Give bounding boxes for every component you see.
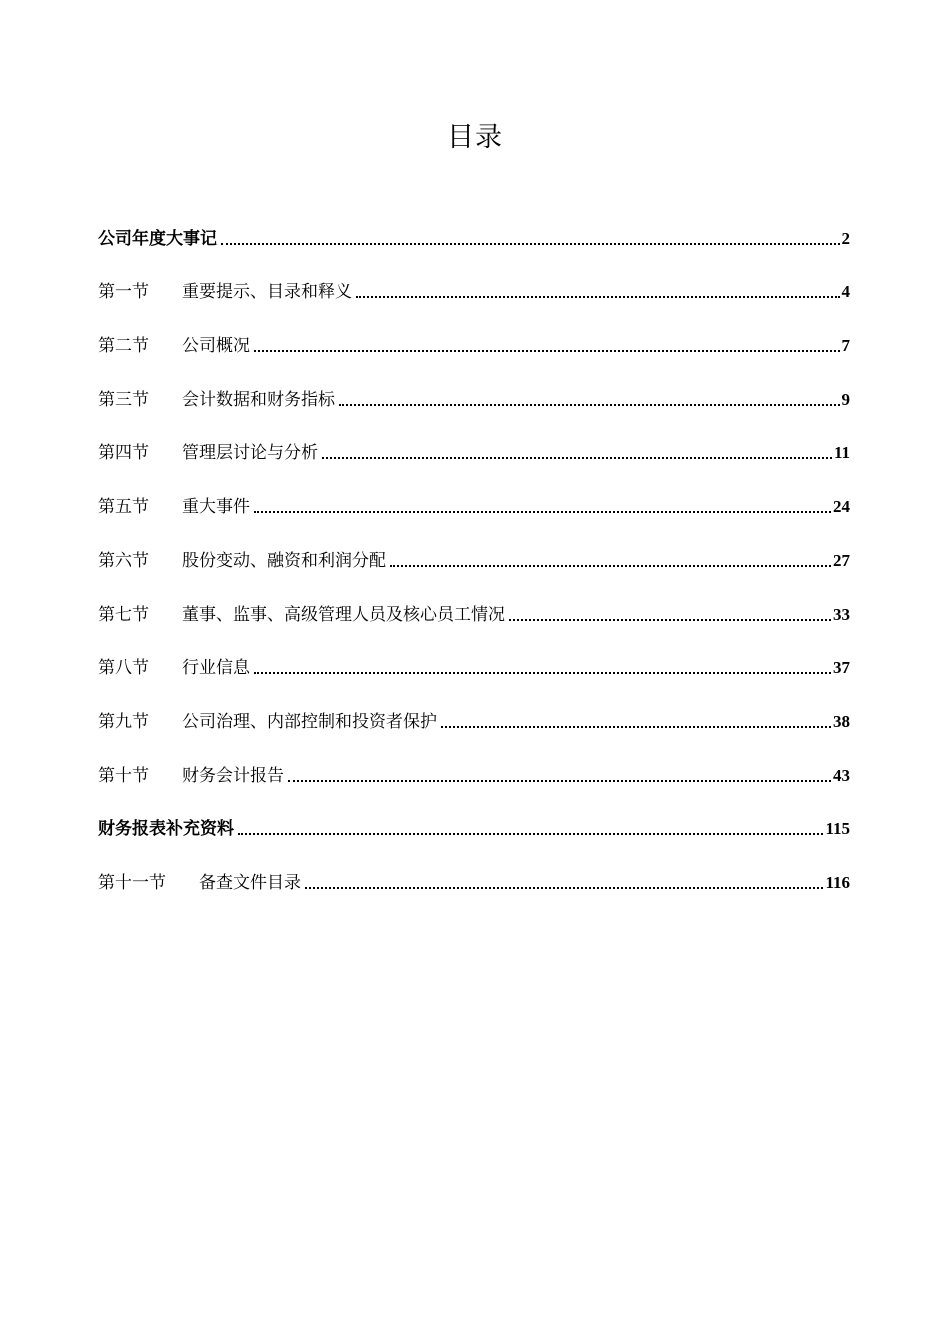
dot-leader [288, 780, 831, 782]
toc-entry[interactable] [98, 268, 850, 322]
toc-entry-label [98, 604, 505, 626]
toc-entry[interactable] [98, 482, 850, 536]
toc-section-title: 管理层讨论与分析 [182, 443, 318, 464]
toc-section-title: 财务报表补充资料 [98, 819, 234, 840]
toc-entry[interactable] [98, 644, 850, 698]
toc-entry[interactable] [98, 375, 850, 429]
table-of-contents [98, 214, 850, 912]
toc-page-number: 4 [841, 282, 850, 302]
toc-entry-label [98, 872, 301, 894]
toc-section-title: 公司年度大事记 [98, 228, 217, 249]
toc-section-title: 股份变动、融资和利润分配 [182, 550, 386, 571]
toc-page-number: 38 [833, 711, 850, 731]
toc-entry-label [98, 389, 335, 411]
toc-page-number: 9 [841, 389, 850, 409]
toc-section-title: 重要提示、目录和释义 [182, 282, 352, 303]
toc-section-title: 财务会计报告 [182, 765, 284, 786]
toc-entry-label [98, 335, 250, 357]
toc-page-number: 7 [841, 336, 850, 356]
toc-entry[interactable] [98, 805, 850, 859]
toc-entry-label [98, 550, 386, 572]
toc-entry-label [98, 711, 437, 733]
toc-entry[interactable] [98, 697, 850, 751]
toc-section-title: 备查文件目录 [199, 872, 301, 893]
toc-section-title: 董事、监事、高级管理人员及核心员工情况 [182, 604, 505, 625]
toc-entry-label [98, 657, 250, 679]
toc-entry-label [98, 765, 284, 787]
toc-page-number: 11 [833, 443, 850, 463]
toc-entry-label [98, 496, 250, 518]
toc-section-number: 第二节 [98, 336, 149, 357]
dot-leader [441, 726, 831, 728]
toc-section-number: 第十一节 [98, 872, 166, 893]
toc-section-title: 行业信息 [182, 658, 250, 679]
toc-section-number: 第八节 [98, 658, 149, 679]
dot-leader [339, 404, 840, 406]
toc-section-title: 重大事件 [182, 497, 250, 518]
toc-page-number: 43 [833, 765, 850, 785]
toc-entry[interactable] [98, 429, 850, 483]
dot-leader [238, 833, 823, 835]
toc-section-number: 第七节 [98, 604, 149, 625]
toc-section-number: 第六节 [98, 550, 149, 571]
toc-entry-label [98, 281, 352, 303]
toc-entry[interactable] [98, 751, 850, 805]
toc-section-title: 公司治理、内部控制和投资者保护 [182, 711, 437, 732]
toc-page-number: 24 [833, 497, 850, 517]
toc-entry[interactable] [98, 321, 850, 375]
toc-section-number: 第十节 [98, 765, 149, 786]
dot-leader [254, 672, 831, 674]
toc-section-title: 会计数据和财务指标 [182, 389, 335, 410]
page-title: 目录 [447, 122, 503, 153]
toc-page-number: 116 [825, 872, 850, 892]
dot-leader [509, 619, 831, 621]
toc-entry-label [98, 818, 234, 840]
toc-page-number: 27 [833, 550, 850, 570]
dot-leader [221, 243, 840, 245]
dot-leader [254, 350, 840, 352]
toc-entry-label [98, 442, 318, 464]
toc-section-title: 公司概况 [182, 336, 250, 357]
toc-page-number: 33 [833, 604, 850, 624]
toc-section-number: 第四节 [98, 443, 149, 464]
toc-entry[interactable] [98, 858, 850, 912]
dot-leader [322, 457, 832, 459]
toc-page-number: 115 [825, 819, 850, 839]
toc-entry[interactable] [98, 590, 850, 644]
dot-leader [254, 511, 831, 513]
toc-section-number: 第九节 [98, 711, 149, 732]
toc-entry-label [98, 228, 217, 250]
toc-page-number: 37 [833, 658, 850, 678]
toc-entry[interactable] [98, 536, 850, 590]
dot-leader [390, 565, 831, 567]
toc-entry[interactable] [98, 214, 850, 268]
toc-section-number: 第三节 [98, 389, 149, 410]
dot-leader [305, 887, 823, 889]
dot-leader [356, 296, 840, 298]
toc-section-number: 第五节 [98, 497, 149, 518]
toc-page-number: 2 [841, 228, 850, 248]
toc-section-number: 第一节 [98, 282, 149, 303]
